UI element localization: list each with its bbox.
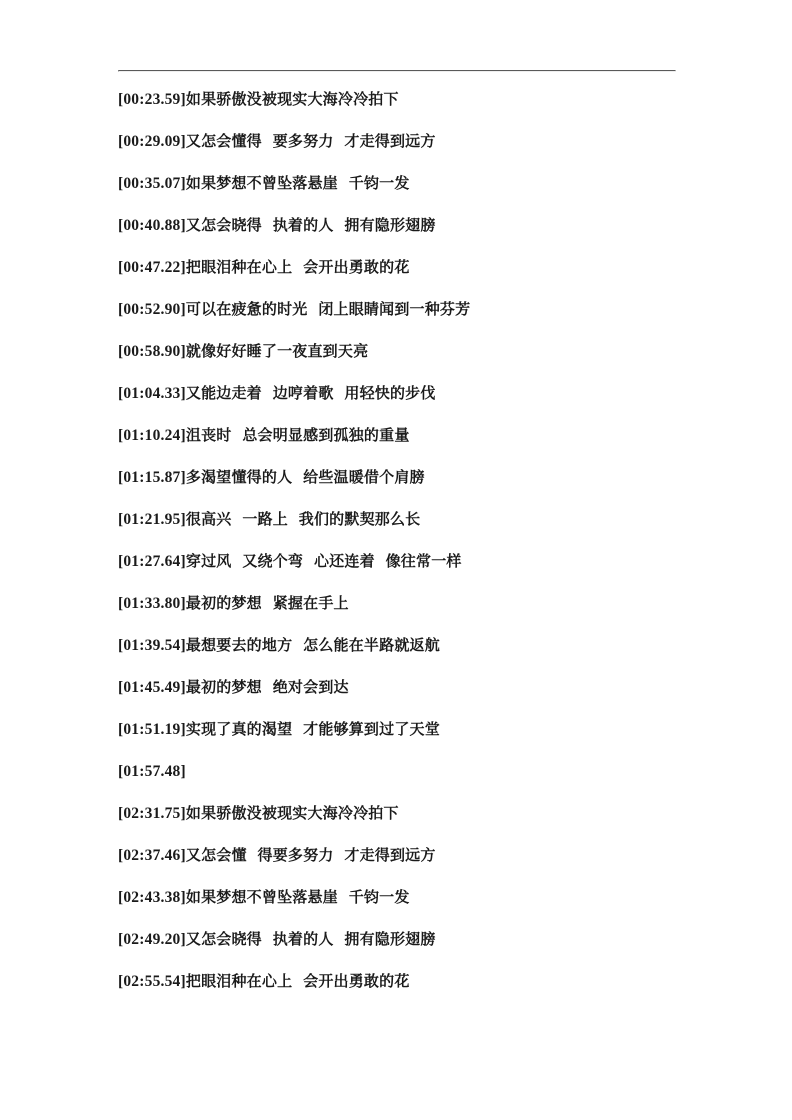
lyric-text: 沮丧时 总会明显感到孤独的重量 <box>185 426 410 444</box>
lyric-timestamp: [01:33.80] <box>118 595 186 612</box>
lyric-line <box>118 722 674 738</box>
lyric-timestamp: [02:55.54] <box>118 973 186 990</box>
lyric-line <box>118 302 674 318</box>
lyric-timestamp: [01:57.48] <box>118 763 186 780</box>
lyric-text: 又怎会懂 得要多努力 才走得到远方 <box>185 846 436 864</box>
lyric-line <box>118 218 674 234</box>
lyric-text: 又怎会晓得 执着的人 拥有隐形翅膀 <box>185 930 436 948</box>
lyric-timestamp: [01:15.87] <box>118 469 186 486</box>
lyric-text: 如果梦想不曾坠落悬崖 千钧一发 <box>185 888 410 906</box>
lyric-text: 又能边走着 边哼着歌 用轻快的步伐 <box>185 384 436 402</box>
lyric-timestamp: [00:47.22] <box>118 259 186 276</box>
document-content <box>118 70 674 1016</box>
lyric-timestamp: [00:58.90] <box>118 343 186 360</box>
lyric-line <box>118 176 674 192</box>
lyric-text: 把眼泪种在心上 会开出勇敢的花 <box>185 258 410 276</box>
lyric-text: 最初的梦想 绝对会到达 <box>185 678 349 696</box>
lyric-timestamp: [00:35.07] <box>118 175 186 192</box>
lyric-timestamp: [00:40.88] <box>118 217 186 234</box>
lyric-text: 又怎会懂得 要多努力 才走得到远方 <box>185 132 436 150</box>
lyric-text: 把眼泪种在心上 会开出勇敢的花 <box>185 972 410 990</box>
lyric-text: 最初的梦想 紧握在手上 <box>185 594 349 612</box>
lyric-line <box>118 512 674 528</box>
lyric-line <box>118 92 674 108</box>
lyric-line <box>118 638 674 654</box>
lyric-line <box>118 890 674 906</box>
lyric-line <box>118 596 674 612</box>
lyric-line <box>118 806 674 822</box>
lyric-text: 穿过风 又绕个弯 心还连着 像往常一样 <box>185 552 462 570</box>
lyric-line <box>118 428 674 444</box>
lyric-text: 就像好好睡了一夜直到天亮 <box>185 342 369 360</box>
lyric-timestamp: [01:39.54] <box>118 637 186 654</box>
lyric-timestamp: [01:45.49] <box>118 679 186 696</box>
lyric-line <box>118 386 674 402</box>
lyric-text: 如果骄傲没被现实大海冷冷拍下 <box>185 804 399 822</box>
lyric-line <box>118 974 674 990</box>
lyric-line <box>118 764 674 780</box>
lyric-line <box>118 932 674 948</box>
lyric-timestamp: [01:10.24] <box>118 427 186 444</box>
lyric-text: 实现了真的渴望 才能够算到过了天堂 <box>185 720 440 738</box>
lyric-line <box>118 344 674 360</box>
lyric-timestamp: [02:37.46] <box>118 847 186 864</box>
lyric-line <box>118 554 674 570</box>
lyric-timestamp: [02:43.38] <box>118 889 186 906</box>
lyric-line <box>118 134 674 150</box>
lyrics-list <box>118 92 674 990</box>
lyric-text: 可以在疲惫的时光 闭上眼睛闻到一种芬芳 <box>185 300 471 318</box>
lyric-line <box>118 260 674 276</box>
lyric-line <box>118 848 674 864</box>
lyric-text: 如果骄傲没被现实大海冷冷拍下 <box>185 90 399 108</box>
lyric-timestamp: [02:31.75] <box>118 805 186 822</box>
header-divider <box>118 70 676 72</box>
lyric-timestamp: [00:29.09] <box>118 133 186 150</box>
lyric-text: 又怎会晓得 执着的人 拥有隐形翅膀 <box>185 216 436 234</box>
lyric-line <box>118 470 674 486</box>
lyric-line <box>118 680 674 696</box>
lyric-text: 最想要去的地方 怎么能在半路就返航 <box>185 636 440 654</box>
lyric-text: 很高兴 一路上 我们的默契那么长 <box>185 510 421 528</box>
lyric-timestamp: [01:51.19] <box>118 721 186 738</box>
lyric-timestamp: [02:49.20] <box>118 931 186 948</box>
lyric-timestamp: [00:23.59] <box>118 91 186 108</box>
lyric-timestamp: [01:27.64] <box>118 553 186 570</box>
lyric-text: 如果梦想不曾坠落悬崖 千钧一发 <box>185 174 410 192</box>
lyric-timestamp: [00:52.90] <box>118 301 186 318</box>
lyric-text: 多渴望懂得的人 给些温暖借个肩膀 <box>185 468 425 486</box>
lyric-timestamp: [01:04.33] <box>118 385 186 402</box>
lyric-timestamp: [01:21.95] <box>118 511 186 528</box>
